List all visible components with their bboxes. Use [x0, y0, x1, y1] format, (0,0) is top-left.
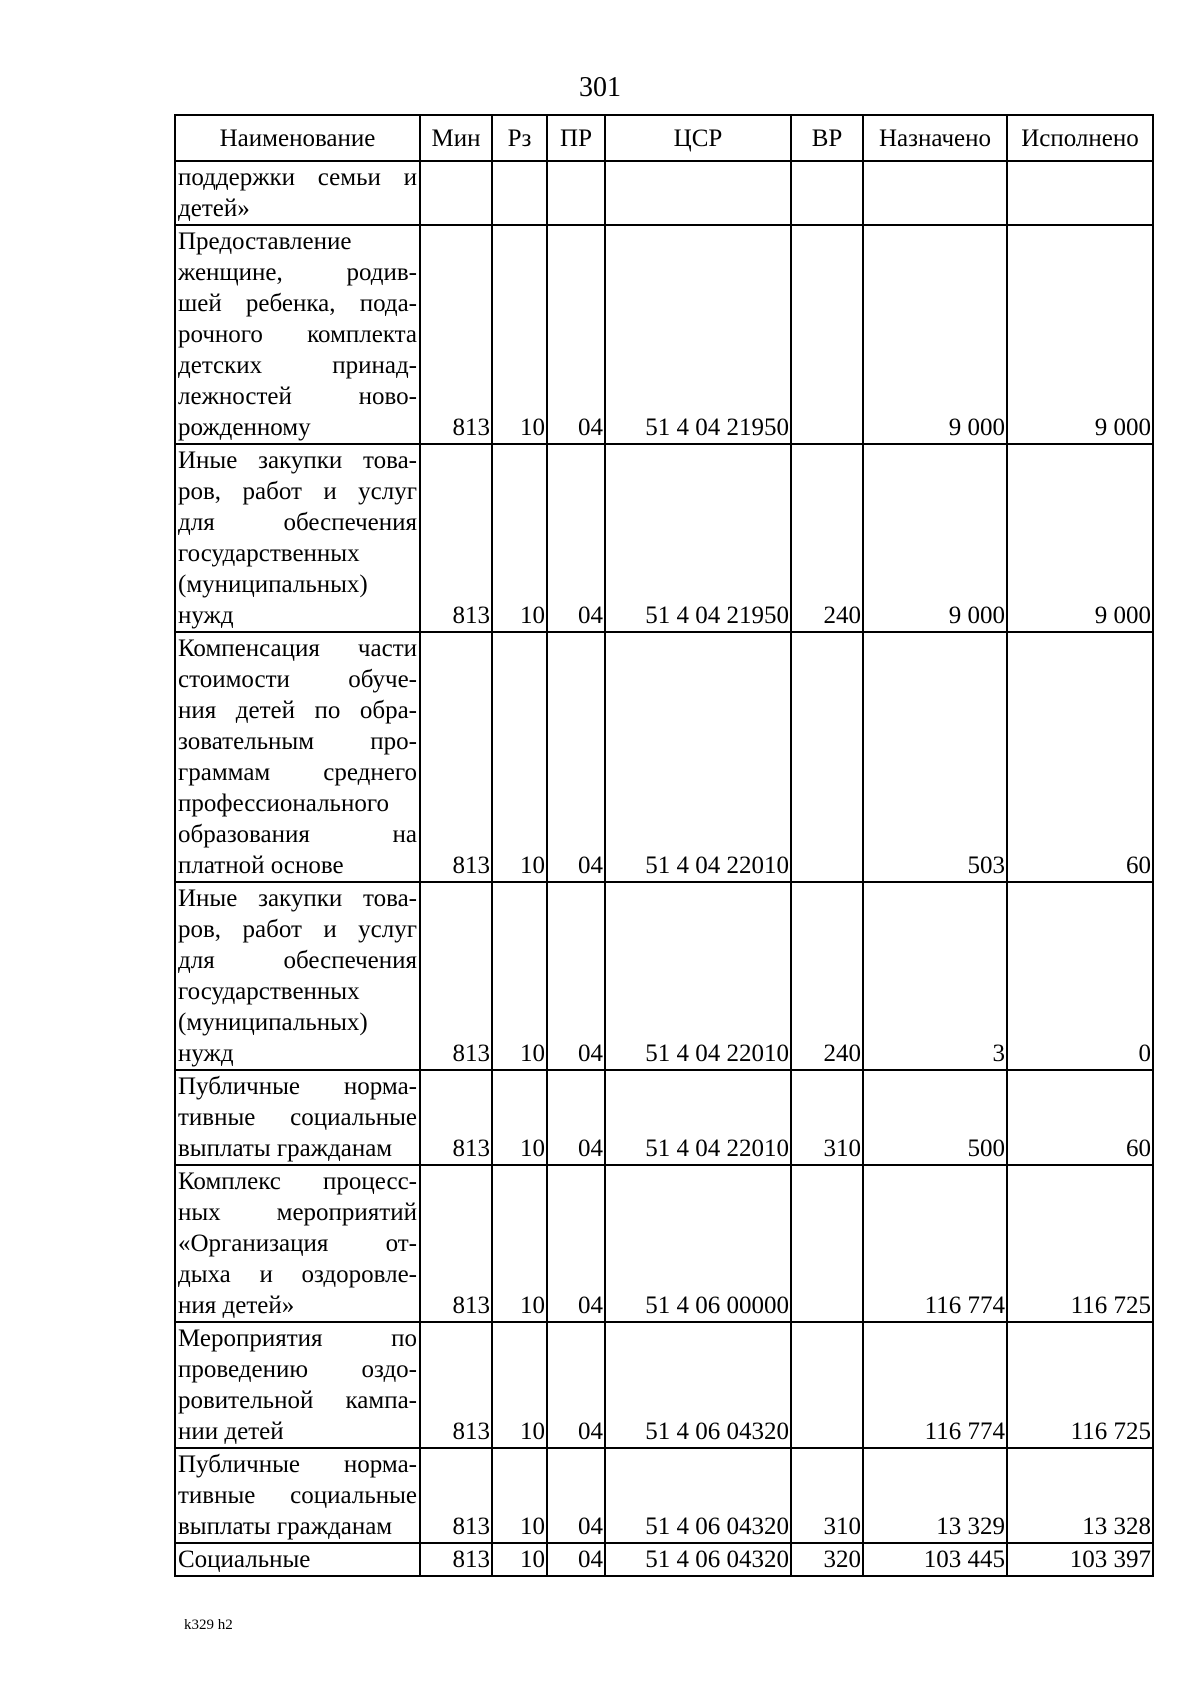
cell-rz: 10: [492, 1322, 547, 1448]
name-line: ния детей по обра-: [178, 697, 417, 724]
cell-vr: [791, 225, 863, 444]
cell-rz: 10: [492, 1070, 547, 1165]
name-line: стоимости обуче-: [178, 666, 417, 693]
cell-csr: 51 4 04 21950: [605, 225, 791, 444]
name-line: ных мероприятий: [178, 1199, 417, 1226]
cell-min: 813: [420, 1165, 492, 1322]
cell-vr: 240: [791, 444, 863, 632]
name-line: проведению оздо-: [178, 1356, 417, 1383]
header-naznacheno: Назначено: [863, 115, 1007, 161]
cell-min: 813: [420, 444, 492, 632]
name-line: государственных: [178, 978, 360, 1005]
cell-csr: 51 4 06 00000: [605, 1165, 791, 1322]
cell-csr: 51 4 04 22010: [605, 1070, 791, 1165]
name-line: для обеспечения: [178, 509, 417, 536]
cell-naznacheno: 13 329: [863, 1448, 1007, 1543]
name-line: Публичные норма-: [178, 1451, 417, 1478]
name-line: Иные закупки това-: [178, 447, 417, 474]
table-row: [175, 161, 1153, 225]
name-line: профессионального: [178, 790, 389, 817]
cell-ispolneno: 116 725: [1007, 1165, 1153, 1322]
table-row: [175, 1070, 1153, 1165]
name-line: граммам среднего: [178, 759, 417, 786]
cell-pr: 04: [547, 1543, 605, 1576]
header-name: Наименование: [175, 115, 420, 161]
cell-naznacheno: 9 000: [863, 225, 1007, 444]
cell-ispolneno: 60: [1007, 632, 1153, 882]
name-line: нии детей: [178, 1418, 284, 1445]
cell-vr: 310: [791, 1448, 863, 1543]
name-line: ров, работ и услуг: [178, 916, 417, 943]
name-line: рочного комплекта: [178, 321, 417, 348]
name-line: дыха и оздоровле-: [178, 1261, 417, 1288]
cell-vr: [791, 161, 863, 225]
cell-name: [175, 161, 420, 225]
cell-vr: [791, 1322, 863, 1448]
cell-naznacheno: 3: [863, 882, 1007, 1070]
page-number: 301: [579, 72, 621, 103]
cell-ispolneno: 9 000: [1007, 225, 1153, 444]
name-line: выплаты гражданам: [178, 1513, 393, 1540]
name-line: ния детей»: [178, 1292, 295, 1319]
cell-pr: 04: [547, 1165, 605, 1322]
cell-name: [175, 882, 420, 1070]
name-line: Иные закупки това-: [178, 885, 417, 912]
cell-vr: 240: [791, 882, 863, 1070]
name-line: для обеспечения: [178, 947, 417, 974]
cell-rz: 10: [492, 1448, 547, 1543]
table-row: [175, 1322, 1153, 1448]
table-row: [175, 882, 1153, 1070]
cell-rz: 10: [492, 444, 547, 632]
budget-table: [174, 114, 1154, 1577]
name-line: образования на: [178, 821, 417, 848]
name-line: платной основе: [178, 852, 344, 879]
cell-vr: [791, 1165, 863, 1322]
table-row: [175, 632, 1153, 882]
name-line: «Организация от-: [178, 1230, 417, 1257]
header-rz: Рз: [492, 115, 547, 161]
cell-vr: [791, 632, 863, 882]
name-line: тивные социальные: [178, 1482, 417, 1509]
name-line: (муниципальных): [178, 571, 368, 598]
name-line: тивные социальные: [178, 1104, 417, 1131]
name-line: ровительной кампа-: [178, 1387, 417, 1414]
name-line: Комплекс процесс-: [178, 1168, 417, 1195]
cell-naznacheno: 116 774: [863, 1165, 1007, 1322]
header-pr: ПР: [547, 115, 605, 161]
name-line: нужд: [178, 602, 234, 629]
name-line: детей»: [178, 195, 250, 222]
cell-name: [175, 225, 420, 444]
table-row: [175, 1448, 1153, 1543]
name-line: (муниципальных): [178, 1009, 368, 1036]
cell-min: [420, 161, 492, 225]
cell-name: [175, 632, 420, 882]
cell-ispolneno: 13 328: [1007, 1448, 1153, 1543]
cell-name: [175, 1543, 420, 1576]
cell-rz: [492, 161, 547, 225]
cell-ispolneno: 60: [1007, 1070, 1153, 1165]
name-line: шей ребенка, пода-: [178, 290, 417, 317]
cell-min: 813: [420, 882, 492, 1070]
header-ispolneno: Исполнено: [1007, 115, 1153, 161]
table-header-row: [175, 115, 1153, 161]
name-line: зовательным про-: [178, 728, 417, 755]
cell-ispolneno: [1007, 161, 1153, 225]
cell-rz: 10: [492, 1165, 547, 1322]
cell-vr: 310: [791, 1070, 863, 1165]
cell-name: [175, 1448, 420, 1543]
cell-ispolneno: 116 725: [1007, 1322, 1153, 1448]
footer-code: k329 h2: [184, 1617, 233, 1633]
cell-naznacheno: 503: [863, 632, 1007, 882]
cell-rz: 10: [492, 632, 547, 882]
cell-pr: 04: [547, 444, 605, 632]
cell-csr: [605, 161, 791, 225]
cell-pr: [547, 161, 605, 225]
table-body: [175, 161, 1153, 1576]
cell-rz: 10: [492, 225, 547, 444]
table-row: [175, 1165, 1153, 1322]
name-line: лежностей ново-: [178, 383, 417, 410]
cell-pr: 04: [547, 882, 605, 1070]
name-line: Публичные норма-: [178, 1073, 417, 1100]
cell-csr: 51 4 06 04320: [605, 1543, 791, 1576]
header-min: Мин: [420, 115, 492, 161]
name-line: государственных: [178, 540, 360, 567]
cell-pr: 04: [547, 632, 605, 882]
cell-csr: 51 4 06 04320: [605, 1448, 791, 1543]
name-line: нужд: [178, 1040, 234, 1067]
name-line: выплаты гражданам: [178, 1135, 393, 1162]
cell-min: 813: [420, 1448, 492, 1543]
cell-ispolneno: 103 397: [1007, 1543, 1153, 1576]
cell-ispolneno: 9 000: [1007, 444, 1153, 632]
cell-min: 813: [420, 1322, 492, 1448]
cell-csr: 51 4 06 04320: [605, 1322, 791, 1448]
table-row: [175, 1543, 1153, 1576]
cell-rz: 10: [492, 882, 547, 1070]
name-line: детских принад-: [178, 352, 417, 379]
cell-min: 813: [420, 225, 492, 444]
cell-min: 813: [420, 1070, 492, 1165]
name-line: Социальные: [178, 1546, 311, 1573]
name-line: женщине, родив-: [178, 259, 417, 286]
cell-name: [175, 1322, 420, 1448]
cell-name: [175, 1070, 420, 1165]
cell-naznacheno: 9 000: [863, 444, 1007, 632]
name-line: Мероприятия по: [178, 1325, 417, 1352]
header-csr: ЦСР: [605, 115, 791, 161]
header-vr: ВР: [791, 115, 863, 161]
cell-naznacheno: [863, 161, 1007, 225]
cell-naznacheno: 116 774: [863, 1322, 1007, 1448]
cell-rz: 10: [492, 1543, 547, 1576]
table-row: [175, 225, 1153, 444]
cell-name: [175, 444, 420, 632]
cell-csr: 51 4 04 21950: [605, 444, 791, 632]
cell-pr: 04: [547, 1070, 605, 1165]
name-line: ров, работ и услуг: [178, 478, 417, 505]
cell-name: [175, 1165, 420, 1322]
name-line: поддержки семьи и: [178, 164, 417, 191]
cell-min: 813: [420, 632, 492, 882]
cell-ispolneno: 0: [1007, 882, 1153, 1070]
cell-naznacheno: 500: [863, 1070, 1007, 1165]
cell-pr: 04: [547, 1448, 605, 1543]
table-row: [175, 444, 1153, 632]
cell-vr: 320: [791, 1543, 863, 1576]
cell-csr: 51 4 04 22010: [605, 882, 791, 1070]
cell-min: 813: [420, 1543, 492, 1576]
cell-csr: 51 4 04 22010: [605, 632, 791, 882]
cell-naznacheno: 103 445: [863, 1543, 1007, 1576]
cell-pr: 04: [547, 225, 605, 444]
name-line: Компенсация части: [178, 635, 417, 662]
name-line: рожденному: [178, 414, 311, 441]
name-line: Предоставление: [178, 228, 352, 255]
cell-pr: 04: [547, 1322, 605, 1448]
